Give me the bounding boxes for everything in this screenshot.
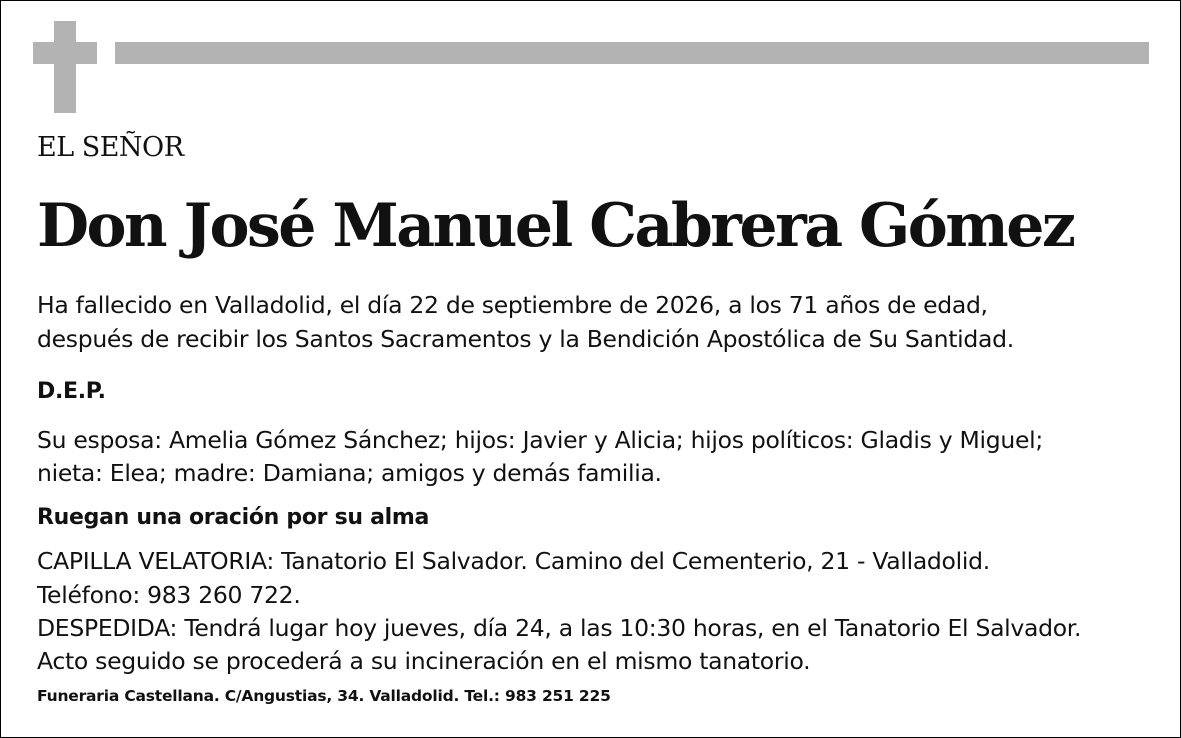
- family-line-2: nieta: Elea; madre: Damiana; amigos y demás familia.: [37, 459, 662, 487]
- header-rule: [115, 42, 1149, 64]
- honorific: EL SEÑOR: [37, 132, 184, 163]
- details-line-2: Teléfono: 983 260 722.: [37, 581, 301, 609]
- announcement-line-2: después de recibir los Santos Sacramentos y la Bendición Apostólica de Su Santidad.: [37, 325, 1014, 353]
- details-line-1: CAPILLA VELATORIA: Tanatorio El Salvador. Camino del Cementerio, 21 - Valladolid.: [37, 547, 990, 575]
- cross-icon-vertical-bar: [54, 21, 76, 113]
- family-line-1: Su esposa: Amelia Gómez Sánchez; hijos: Javier y Alicia; hijos políticos: Gladis y Miguel;: [37, 426, 1043, 454]
- announcement-line-1: Ha fallecido en Valladolid, el día 22 de septiembre de 2026, a los 71 años de edad,: [37, 291, 988, 319]
- funeral-home-footer: Funeraria Castellana. C/Angustias, 34. Valladolid. Tel.: 983 251 225: [37, 687, 611, 705]
- details-line-4: Acto seguido se procederá a su incineración en el mismo tanatorio.: [37, 647, 811, 675]
- deceased-name: Don José Manuel Cabrera Gómez: [37, 191, 1074, 261]
- prayer-request: Ruegan una oración por su alma: [37, 505, 430, 530]
- cross-icon-horizontal-bar: [33, 42, 97, 64]
- details-line-3: DESPEDIDA: Tendrá lugar hoy jueves, día 24, a las 10:30 horas, en el Tanatorio El Salvador.: [37, 614, 1082, 642]
- rip-label: D.E.P.: [37, 379, 106, 404]
